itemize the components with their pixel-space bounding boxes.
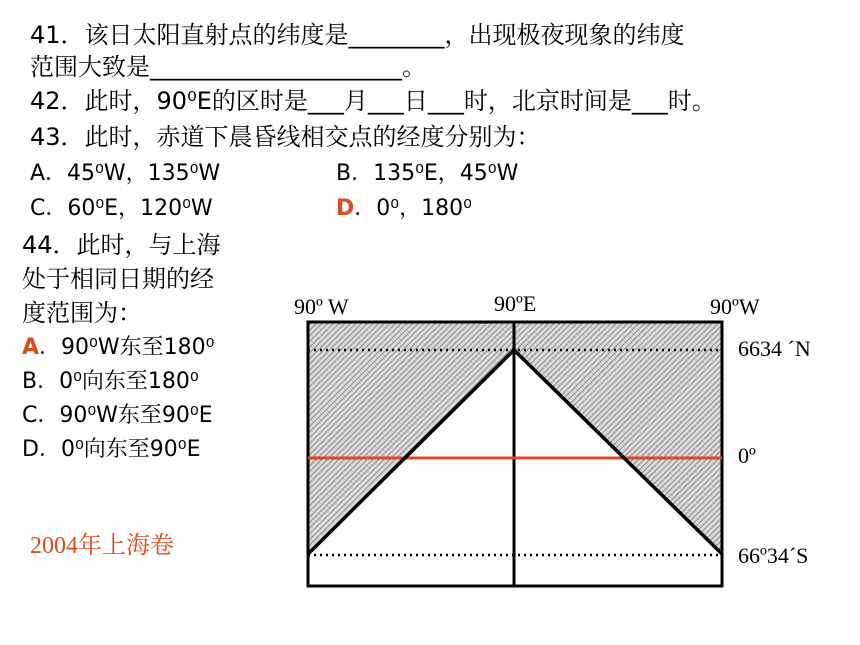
q42: 42．此时，90⁰E的区时是___月___日___时，北京时间是___时。 — [30, 87, 716, 115]
q44-option-b: B．0⁰向东至180⁰ — [22, 369, 199, 394]
q43-answer-letter: D — [336, 196, 355, 221]
q44-option-c: C．90⁰W东至90⁰E — [22, 403, 213, 428]
label-top-center: 90ºE — [494, 291, 537, 316]
q44-answer-letter: A — [22, 335, 40, 360]
q43-option-a: A．45⁰W，135⁰W — [30, 161, 221, 186]
label-top-right: 90ºW — [710, 294, 760, 319]
night-area-left — [308, 322, 514, 554]
q43: 43．此时，赤道下晨昏线相交点的经度分别为： — [30, 123, 541, 151]
label-antarctic: 66º34´S — [738, 543, 809, 568]
label-arctic: 6634 ´N — [738, 336, 811, 361]
q44-line3: 度范围为： — [22, 299, 142, 327]
q41-line1: 41．该日太阳直射点的纬度是________，出现极夜现象的纬度 — [30, 21, 685, 49]
q44-line2: 处于相同日期的经 — [22, 265, 214, 293]
q43-option-c: C．60⁰E，120⁰W — [30, 196, 213, 221]
q44-line1: 44．此时，与上海 — [22, 231, 221, 259]
q41-line2: 范围大致是_____________________。 — [30, 53, 426, 81]
label-equator: 0º — [738, 443, 756, 468]
q43-option-d-text: ．0⁰，180⁰ — [354, 196, 472, 221]
label-top-left: 90º W — [294, 294, 349, 319]
source-label: 2004年上海卷 — [30, 533, 174, 559]
q43-option-b: B．135⁰E，45⁰W — [336, 161, 519, 186]
q44-option-a-text: ．90⁰W东至180⁰ — [39, 335, 215, 360]
q44-option-d: D．0⁰向东至90⁰E — [22, 437, 201, 462]
night-area-right — [514, 322, 722, 554]
